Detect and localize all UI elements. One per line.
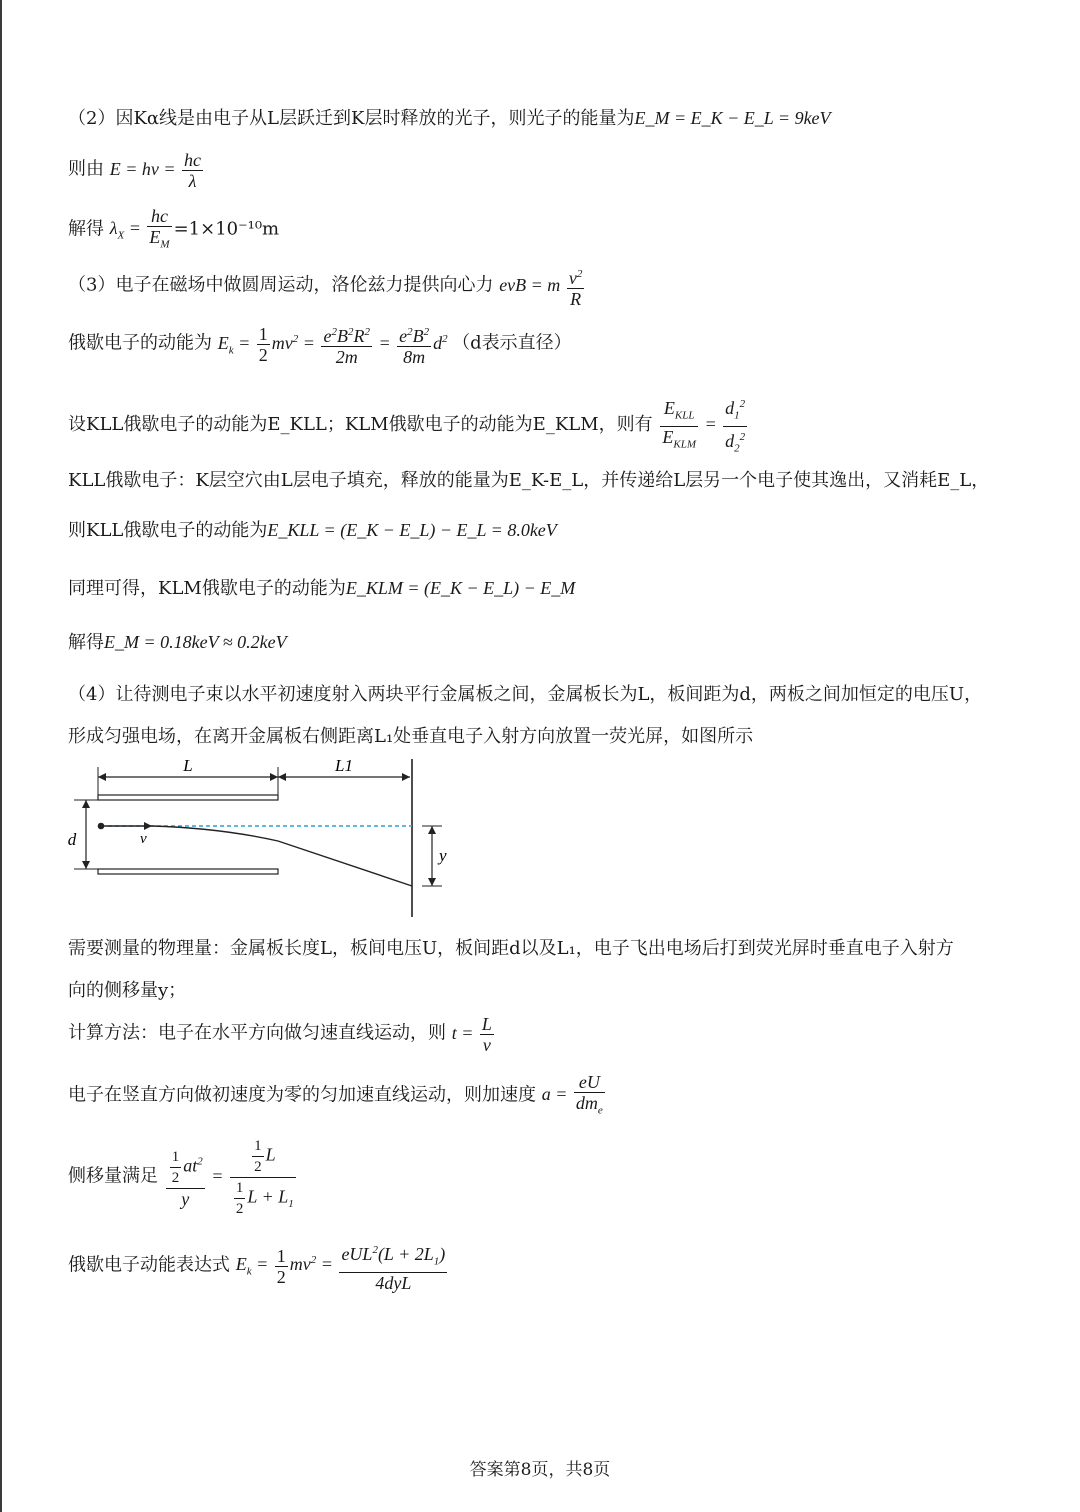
line-16-text: 电子在竖直方向做初速度为零的匀加速直线运动，则加速度 (68, 1084, 536, 1106)
text-line-4 (68, 264, 586, 309)
label-v: v (140, 831, 147, 847)
line-8-text: 则KLL俄歇电子的动能为 (68, 520, 268, 541)
text-line-9 (68, 574, 575, 600)
line-15-text: 计算方法：电子在水平方向做匀速直线运动，则 (68, 1022, 446, 1044)
lower-plate (98, 869, 278, 874)
page-edge (0, 0, 2, 1512)
arrow-L1-right (402, 773, 410, 781)
text-line-6 (68, 394, 749, 458)
eq-kinetic-energy: $E_k$ = $\frac{1}{2}$ $mv^2$ = $\frac{e^2B^2R^2}{2m}$ = $\frac{e^2B^2}{8m}$ $d^2$ (217, 324, 448, 367)
velocity-arrowhead (144, 822, 152, 830)
line-18-text: 俄歇电子动能表达式 (68, 1254, 230, 1276)
electron-trajectory (152, 826, 412, 886)
text-line-14 (68, 976, 186, 1002)
text-line-5 (68, 322, 572, 367)
line-9-eq: E_KLM = (E_K − E_L) − E_M (345, 578, 576, 598)
text-line-10 (68, 628, 287, 654)
arrow-y-bottom (428, 878, 436, 886)
line-7-text: KLL俄歇电子：K层空穴由L层电子填充，释放的能量为E_K-E_L，并传递给L层另一个电子使其逸出，又消耗E_L， (68, 470, 990, 491)
line-13-text: 需要测量的物理量：金属板长度L，板间电压U，板间距d以及L₁，电子飞出电场后打到荧光屏时垂直电子入射方 (68, 938, 954, 959)
eq-ratio: $\frac{E_{KLL}}{E_{KLM}}$ = $\frac{d_1^2}{d_2^2}$ (658, 414, 749, 434)
text-line-12 (68, 722, 753, 748)
text-line-17 (68, 1136, 298, 1219)
line-9-text: 同理可得，KLM俄歇电子的动能为 (68, 578, 346, 599)
line-1-eq: E_M = E_K − E_L = 9keV (634, 108, 831, 128)
line-12-text: 形成匀强电场，在离开金属板右侧距离L₁处垂直电子入射方向放置一荧光屏，如图所示 (68, 726, 754, 747)
line-3-value: =1×10⁻¹⁰m (173, 218, 280, 240)
text-line-16 (68, 1072, 607, 1121)
text-line-11 (68, 680, 982, 706)
eq-photon-energy: E = hν = $\frac{hc}{\lambda}$ (109, 150, 202, 191)
arrow-d-bottom (82, 861, 90, 869)
line-4-text: （3）电子在磁场中做圆周运动，洛伦兹力提供向心力 (68, 274, 494, 296)
line-1-text: （2）因Kα线是由电子从L层跃迁到K层时释放的光子，则光子的能量为 (68, 108, 635, 129)
text-line-1 (68, 104, 831, 130)
line-5-text: 俄歇电子的动能为 (68, 332, 212, 354)
line-6-text: 设KLL俄歇电子的动能为E_KLL；KLM俄歇电子的动能为E_KLM，则有 (68, 414, 653, 436)
line-14-text: 向的侧移量y； (68, 980, 187, 1001)
line-11-text: （4）让待测电子束以水平初速度射入两块平行金属板之间，金属板长为L，板间距为d，两板之间加恒定的电压U， (68, 684, 983, 705)
line-5-tail: （d表示直径） (452, 332, 572, 354)
text-line-15 (68, 1014, 496, 1055)
line-2-text: 则由 (68, 158, 104, 180)
eq-lorentz: evB = m $\frac{v^2}{R}$ (499, 275, 586, 295)
arrow-L1-left (278, 773, 286, 781)
eq-displacement: $\frac{1}{2}$ $at^2$ y = $\frac{1}{2}$ L $\frac{1}{2}$ $L + L_1$ (164, 1166, 298, 1186)
text-line-2 (68, 150, 205, 191)
label-L: L (183, 756, 193, 775)
arrow-L-right (270, 773, 278, 781)
text-line-7 (68, 466, 989, 492)
page-footer: 答案第8页，共8页 (469, 1460, 611, 1480)
arrow-L-left (98, 773, 106, 781)
line-10-eq: E_M = 0.18keV ≈ 0.2keV (104, 632, 287, 652)
arrow-y-top (428, 826, 436, 834)
text-line-13 (68, 934, 954, 960)
upper-plate (98, 795, 278, 800)
line-3-text: 解得 (68, 218, 104, 240)
eq-acceleration: a = $\frac{eU}{dm_e}$ (541, 1072, 603, 1117)
line-10-text: 解得 (68, 632, 104, 653)
line-8-eq: E_KLL = (E_K − E_L) − E_L = 8.0keV (267, 520, 557, 540)
text-line-18 (68, 1240, 449, 1293)
text-line-8 (68, 516, 557, 542)
eq-wavelength: $\lambda_X$ = $\frac{hc}{E_M}$ (109, 206, 170, 251)
text-line-3 (68, 206, 279, 255)
arrow-d-top (82, 800, 90, 808)
label-d: d (67, 830, 77, 849)
eq-time: t = $\frac{L}{v}$ (451, 1014, 492, 1055)
label-L1: L1 (335, 756, 353, 775)
line-17-text: 侧移量满足 (68, 1165, 158, 1187)
label-y: y (439, 846, 447, 865)
deflection-diagram (60, 755, 460, 925)
electron-dot (98, 823, 105, 830)
eq-final-energy: $E_k$ = $\frac{1}{2}$ $mv^2$ = $\frac{eUL^2(L + 2L_1)}{\text{4dyL}}$ (236, 1254, 450, 1274)
